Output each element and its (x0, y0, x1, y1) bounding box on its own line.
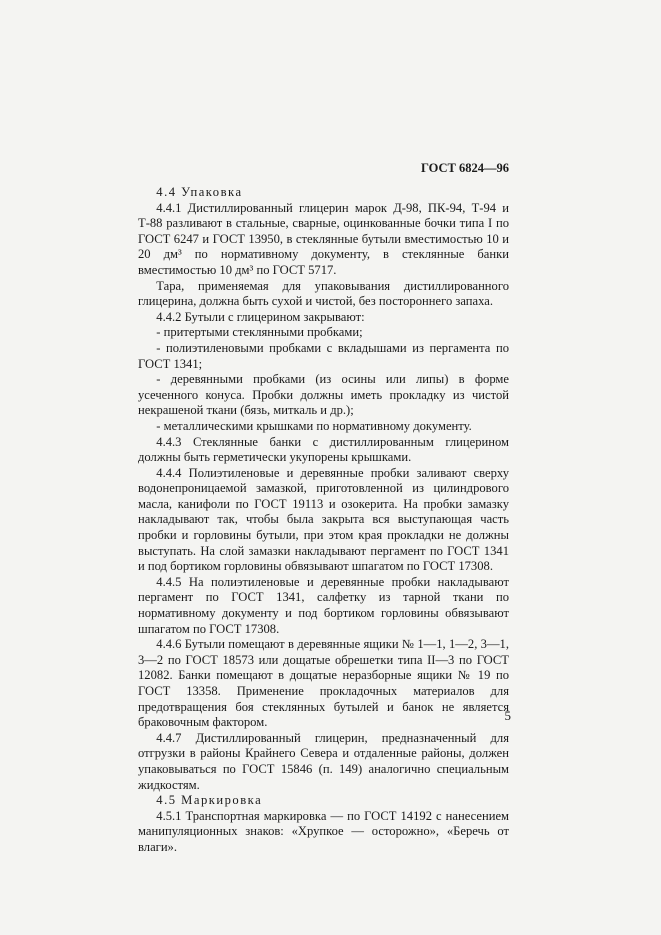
paragraph: 4.5.1 Транспортная маркировка — по ГОСТ 14192 с нанесением манипуляционных знаков: «Хрупкое — осторожно», «Беречь от влаги». (138, 808, 509, 854)
paragraph: Тара, применяемая для упаковывания дистиллированного глицерина, должна быть сухой и чистой, без постороннего запаха. (138, 278, 509, 309)
section-heading-marking: 4.5 Маркировка (156, 793, 263, 808)
paragraph: 4.4.7 Дистиллированный глицерин, предназначенный для отгрузки в районы Крайнего Севера и отдаленные районы, должен упаковываться по ГОСТ 15846 (п. 149) аналогично специальным жидкостям. (138, 730, 509, 792)
paragraph: 4.4.6 Бутыли помещают в деревянные ящики № 1—1, 1—2, 3—1, 3—2 по ГОСТ 18573 или дощатые обрешетки типа II—3 по ГОСТ 12082. Банки помещают в дощатые неразборные ящики № 19 по ГОСТ 13358. Применение прокладочных материалов для предотвращения боя стеклянных бутылей и банок не является браковочным фактором. (138, 637, 509, 730)
paragraph: 4.4.2 Бутыли с глицерином закрывают: (156, 309, 365, 324)
paragraph: 4.4.3 Стеклянные банки с дистиллированным глицерином должны быть герметически укупорены крышками. (138, 434, 509, 465)
list-item: - притертыми стеклянными пробками; (156, 325, 363, 340)
section-heading-packaging: 4.4 Упаковка (156, 185, 243, 199)
paragraph: 4.4.1 Дистиллированный глицерин марок Д-98, ПК-94, Т-94 и Т-88 разливают в стальные, сварные, оцинкованные бочки типа I по ГОСТ 6247 и ГОСТ 13950, в стеклянные бутыли вместимостью 10 и 20 дм³ по нормативному документу, в стеклянные банки вместимостью 10 дм³ по ГОСТ 5717. (138, 200, 509, 277)
paragraph: 4.4.5 На полиэтиленовые и деревянные пробки накладывают пергамент по ГОСТ 1341, салфетку из тарной ткани по нормативному документу и под бортиком горловины обвязывают шпагатом по ГОСТ 17308. (138, 574, 509, 636)
document-code: ГОСТ 6824—96 (420, 161, 509, 175)
list-item: - металлическими крышками по нормативному документу. (156, 418, 472, 433)
list-item: - полиэтиленовыми пробками с вкладышами из пергамента по ГОСТ 1341; (138, 340, 509, 371)
page-number: 5 (504, 708, 511, 723)
list-item: - деревянными пробками (из осины или липы) в форме усеченного конуса. Пробки должны иметь прокладку из чистой некрашеной ткани (бязь, миткаль и др.); (138, 372, 509, 418)
paragraph: 4.4.4 Полиэтиленовые и деревянные пробки заливают сверху водонепроницаемой замазкой, приготовленной из цилиндрового масла, канифоли по ГОСТ 19113 и озокерита. На пробки замазку накладывают так, чтобы была закрыта вся выступающая часть пробки и горловины бутыли, при этом края прокладки не должны выступать. На слой замазки накладывают пергамент по ГОСТ 1341 и под бортиком горловины обвязывают шпагатом по ГОСТ 17308. (138, 465, 509, 574)
document-body (138, 185, 509, 856)
